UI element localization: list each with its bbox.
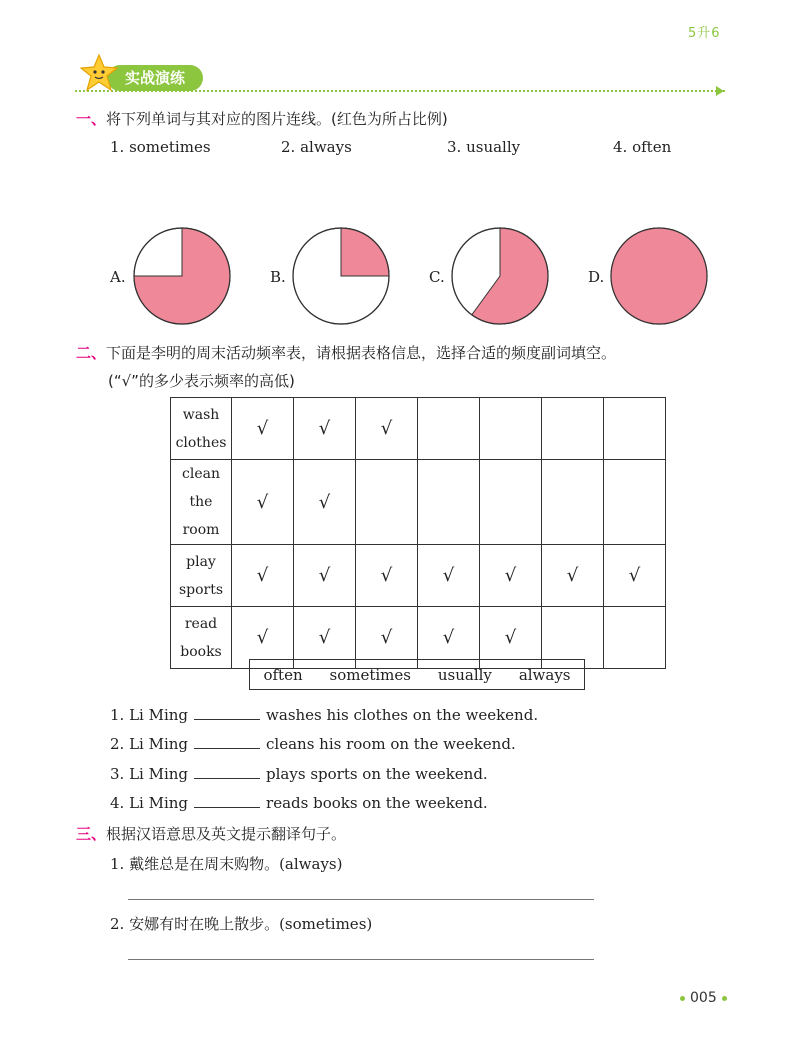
frequency-cell	[604, 545, 666, 607]
frequency-cell	[542, 460, 604, 545]
pie-slice	[341, 228, 389, 276]
sentence-2-pre: 2. Li Ming	[110, 735, 189, 753]
pie-slice	[611, 228, 707, 324]
section-2-heading	[76, 342, 616, 363]
word-2: 2. always	[281, 138, 352, 156]
tick-mark-icon: √	[318, 627, 331, 648]
tick-mark-icon: √	[318, 565, 331, 586]
frequency-cell	[542, 545, 604, 607]
section-1-number: 一、	[76, 110, 107, 128]
word-box-always: always	[518, 665, 571, 684]
divider-arrow-icon	[716, 86, 724, 96]
frequency-cell	[542, 398, 604, 460]
frequency-cell	[480, 398, 542, 460]
frequency-cell	[480, 460, 542, 545]
tick-mark-icon: √	[504, 565, 517, 586]
activity-line-2: room	[182, 522, 220, 538]
table-row	[171, 545, 666, 607]
tick-mark-icon: √	[256, 418, 269, 439]
left-dot-icon	[680, 996, 685, 1001]
sentence-1	[110, 705, 538, 724]
frequency-cell	[480, 545, 542, 607]
pie-label-d: D.	[588, 268, 605, 286]
tick-mark-icon: √	[380, 627, 393, 648]
tick-mark-icon: √	[628, 565, 641, 586]
sentence-3-blank[interactable]	[194, 764, 260, 779]
translate-item-2: 2. 安娜有时在晚上散步。(sometimes)	[110, 915, 373, 933]
activity-line-1: play	[186, 553, 216, 570]
section-2-title: 下面是李明的周末活动频率表，请根据表格信息，选择合适的频度副词填空。	[106, 344, 617, 362]
sentence-3-pre: 3. Li Ming	[110, 765, 189, 783]
frequency-cell	[418, 545, 480, 607]
tick-mark-icon: √	[442, 627, 455, 648]
word-box	[249, 659, 585, 690]
activity-line-1: wash	[182, 406, 220, 423]
frequency-cell	[356, 398, 418, 460]
frequency-cell	[604, 460, 666, 545]
activity-line-1: read	[184, 615, 218, 632]
pie-b[interactable]	[291, 226, 391, 326]
frequency-cell	[232, 398, 294, 460]
section-1-title: 将下列单词与其对应的图片连线。(红色为所占比例)	[106, 110, 448, 128]
tick-mark-icon: √	[442, 565, 455, 586]
sentence-4-pre: 4. Li Ming	[110, 794, 189, 812]
frequency-cell	[604, 607, 666, 669]
pie-c[interactable]	[450, 226, 550, 326]
sentence-2-post: cleans his room on the weekend.	[266, 735, 516, 753]
word-4: 4. often	[613, 138, 672, 156]
word-3: 3. usually	[447, 138, 521, 156]
tick-mark-icon: √	[504, 627, 517, 648]
sentence-1-post: washes his clothes on the weekend.	[266, 706, 539, 724]
sentence-4	[110, 793, 488, 812]
star-mascot-icon	[80, 53, 118, 93]
answer-line-2[interactable]	[128, 959, 594, 960]
tick-mark-icon: √	[380, 418, 393, 439]
frequency-cell	[294, 460, 356, 545]
activity-cell	[171, 398, 232, 460]
word-box-often: often	[263, 665, 303, 684]
tick-mark-icon: √	[318, 418, 331, 439]
activity-line-2: clothes	[175, 434, 227, 451]
frequency-cell	[294, 545, 356, 607]
page-number-text: 005	[690, 990, 717, 1006]
frequency-cell	[356, 460, 418, 545]
section-banner: 实战演练	[107, 65, 203, 91]
frequency-cell	[356, 545, 418, 607]
activity-line-1: clean the	[182, 466, 220, 510]
sentence-4-blank[interactable]	[194, 793, 260, 808]
tick-mark-icon: √	[380, 565, 393, 586]
page-number	[675, 990, 732, 1006]
activity-cell	[171, 607, 232, 669]
pie-d[interactable]	[609, 226, 709, 326]
section-1-heading	[76, 108, 448, 129]
frequency-cell	[294, 398, 356, 460]
pie-a[interactable]	[132, 226, 232, 326]
tick-mark-icon: √	[318, 491, 331, 513]
frequency-cell	[418, 460, 480, 545]
sentence-2-blank[interactable]	[194, 734, 260, 749]
tick-mark-icon: √	[256, 565, 269, 586]
activity-line-2: books	[180, 643, 222, 660]
table-row	[171, 398, 666, 460]
sentence-2	[110, 734, 516, 753]
tick-mark-icon: √	[256, 627, 269, 648]
sentence-3-post: plays sports on the weekend.	[266, 765, 488, 783]
word-box-usually: usually	[437, 665, 492, 684]
answer-line-1[interactable]	[128, 899, 594, 900]
frequency-cell	[232, 460, 294, 545]
sentence-4-post: reads books on the weekend.	[266, 794, 488, 812]
sentence-3	[110, 764, 488, 783]
pie-label-b: B.	[270, 268, 286, 286]
word-1: 1. sometimes	[110, 138, 211, 156]
sentence-1-pre: 1. Li Ming	[110, 706, 189, 724]
section-3-heading	[76, 823, 346, 844]
pie-label-a: A.	[110, 268, 126, 286]
right-dot-icon	[722, 996, 727, 1001]
translate-item-1: 1. 戴维总是在周末购物。(always)	[110, 855, 343, 873]
grade-tag: 5升6	[688, 26, 721, 41]
frequency-cell	[604, 398, 666, 460]
activity-cell	[171, 460, 232, 545]
frequency-table	[170, 397, 666, 669]
word-box-sometimes: sometimes	[329, 665, 411, 684]
pie-label-c: C.	[429, 268, 445, 286]
section-3-number: 三、	[76, 825, 107, 843]
sentence-1-blank[interactable]	[194, 705, 260, 720]
section-2-number: 二、	[76, 344, 107, 362]
table-row	[171, 460, 666, 545]
frequency-cell	[418, 398, 480, 460]
section-3-title: 根据汉语意思及英文提示翻译句子。	[106, 825, 347, 843]
tick-mark-icon: √	[256, 491, 269, 513]
section-2-subtitle: (“√”的多少表示频率的高低)	[108, 372, 295, 390]
frequency-cell	[232, 545, 294, 607]
activity-cell	[171, 545, 232, 607]
activity-line-2: sports	[178, 581, 224, 598]
tick-mark-icon: √	[566, 565, 579, 586]
